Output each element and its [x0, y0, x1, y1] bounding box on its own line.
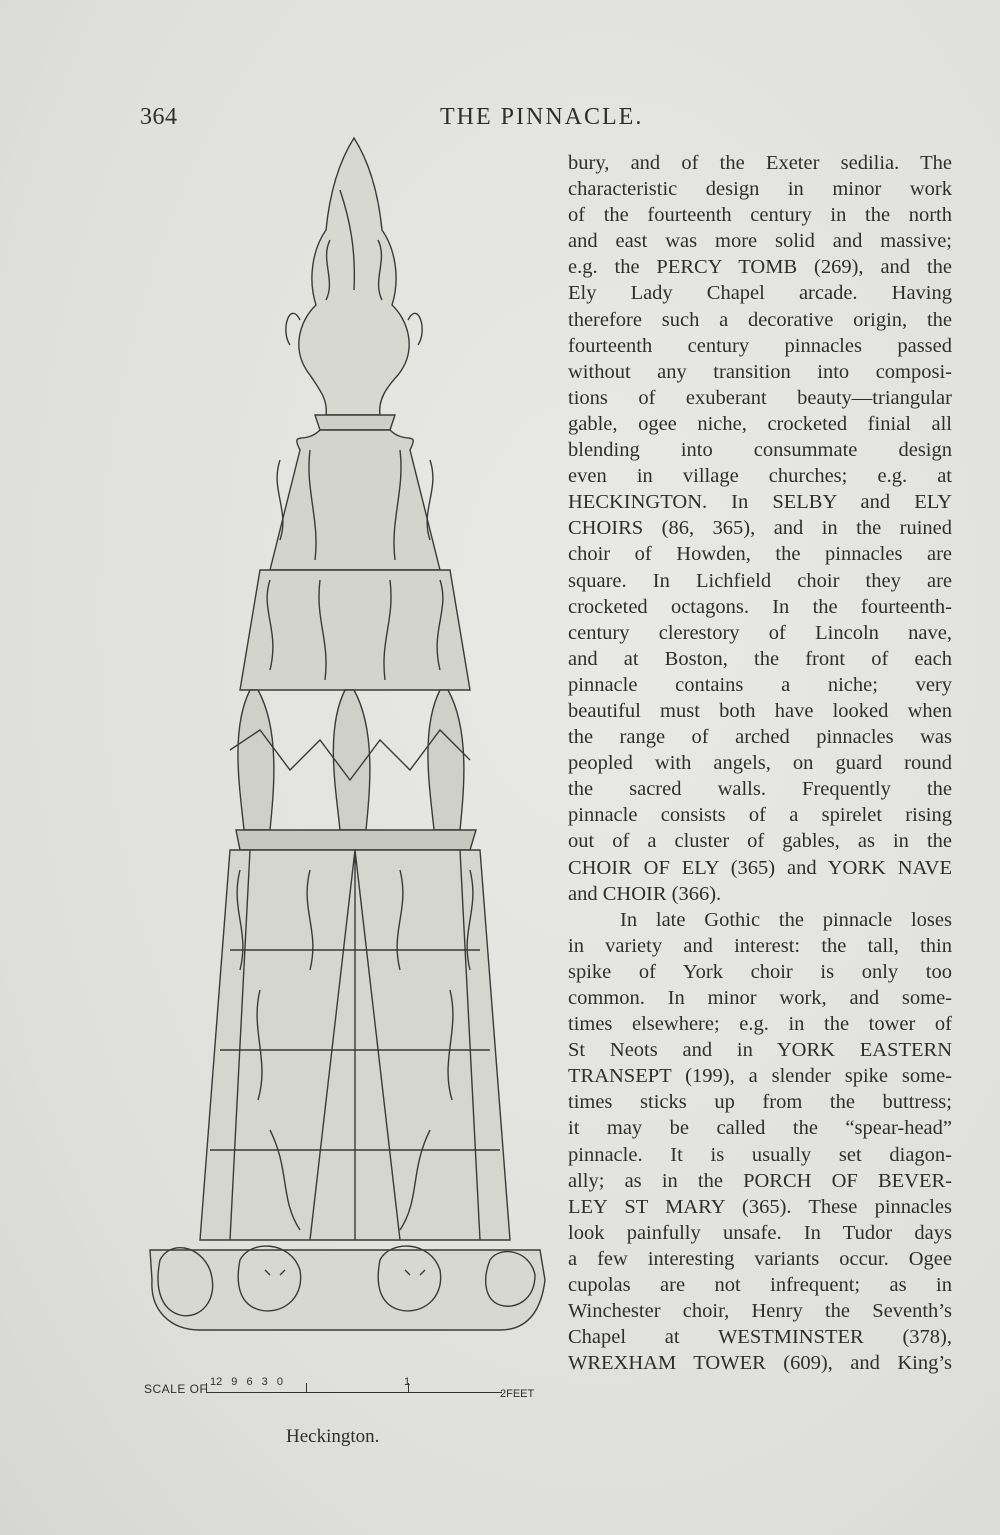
body-text-column [568, 150, 952, 1376]
text-line: a few interesting variants occur. Ogee [568, 1247, 952, 1270]
figure-caption: Heckington. [286, 1426, 380, 1447]
text-line: the range of arched pinnacles was [568, 726, 952, 749]
text-line: even in village churches; e.g. at [568, 465, 952, 488]
text-line: characteristic design in minor work [568, 178, 952, 201]
text-line: ally; as in the PORCH OF BEVER- [568, 1169, 952, 1192]
text-line: out of a cluster of gables, as in the [568, 830, 952, 853]
text-line: therefore such a decorative origin, the [568, 308, 952, 331]
pinnacle-drawing [140, 130, 560, 1430]
text-line: TRANSEPT (199), a slender spike some- [568, 1065, 952, 1088]
text-line: pinnacle contains a niche; very [568, 673, 952, 696]
text-line: Winchester choir, Henry the Seventh’s [568, 1300, 952, 1323]
text-line: crocketed octagons. In the fourteenth- [568, 595, 952, 618]
text-line: common. In minor work, and some- [568, 987, 952, 1009]
text-line: e.g. the PERCY TOMB (269), and the [568, 256, 952, 279]
scale-tick [206, 1383, 207, 1392]
text-line: pinnacle. It is usually set diagon- [568, 1143, 952, 1166]
text-line: cupolas are not infrequent; as in [568, 1274, 952, 1297]
text-line: blending into consummate design [568, 439, 952, 462]
text-line: it may be called the “spear-head” [568, 1117, 952, 1140]
scale-one-mark: 1 [404, 1376, 411, 1388]
scale-end-label: 2FEET [500, 1388, 535, 1400]
scale-marks: 12 9 6 3 0 [210, 1376, 283, 1388]
text-line: Ely Lady Chapel arcade. Having [568, 282, 952, 305]
running-head: THE PINNACLE. [440, 104, 644, 130]
text-line: tions of exuberant beauty—triangular [568, 386, 952, 409]
text-line: HECKINGTON. In SELBY and ELY [568, 491, 952, 514]
text-line: In late Gothic the pinnacle loses [620, 908, 952, 931]
text-line: the sacred walls. Frequently the [568, 778, 952, 801]
text-line: CHOIRS (86, 365), and in the ruined [568, 517, 952, 540]
scale-tick [306, 1383, 307, 1392]
text-line: LEY ST MARY (365). These pinnacles [568, 1195, 952, 1218]
text-line: times sticks up from the buttress; [568, 1091, 952, 1114]
text-line: century clerestory of Lincoln nave, [568, 621, 952, 644]
text-line: square. In Lichfield choir they are [568, 569, 952, 592]
text-line: WREXHAM TOWER (609), and King’s [568, 1352, 952, 1375]
text-line: pinnacle consists of a spirelet rising [568, 804, 952, 827]
text-line: in variety and interest: the tall, thin [568, 934, 952, 957]
pinnacle-illustration [140, 130, 560, 1430]
text-line: bury, and of the Exeter sedilia. The [568, 152, 952, 174]
text-line: CHOIR OF ELY (365) and YORK NAVE [568, 856, 952, 879]
text-line: and east was more solid and massive; [568, 230, 952, 253]
page-number: 364 [140, 104, 178, 130]
text-line: fourteenth century pinnacles passed [568, 334, 952, 357]
scale-label: SCALE OF [144, 1382, 208, 1396]
text-line: look painfully unsafe. In Tudor days [568, 1221, 952, 1244]
text-line: times elsewhere; e.g. in the tower of [568, 1013, 952, 1036]
text-line: and CHOIR (366). [568, 882, 722, 905]
scale-bar [206, 1392, 502, 1393]
text-line: of the fourteenth century in the north [568, 204, 952, 227]
text-line: and at Boston, the front of each [568, 647, 952, 670]
text-line: St Neots and in YORK EASTERN [568, 1039, 952, 1062]
text-line: without any transition into composi- [568, 360, 952, 383]
text-line: gable, ogee niche, crocketed finial all [568, 412, 952, 435]
text-line: peopled with angels, on guard round [568, 752, 952, 775]
text-line: beautiful must both have looked when [568, 699, 952, 722]
text-line: choir of Howden, the pinnacles are [568, 543, 952, 566]
text-line: Chapel at WESTMINSTER (378), [568, 1326, 952, 1349]
text-line: spike of York choir is only too [568, 960, 952, 983]
